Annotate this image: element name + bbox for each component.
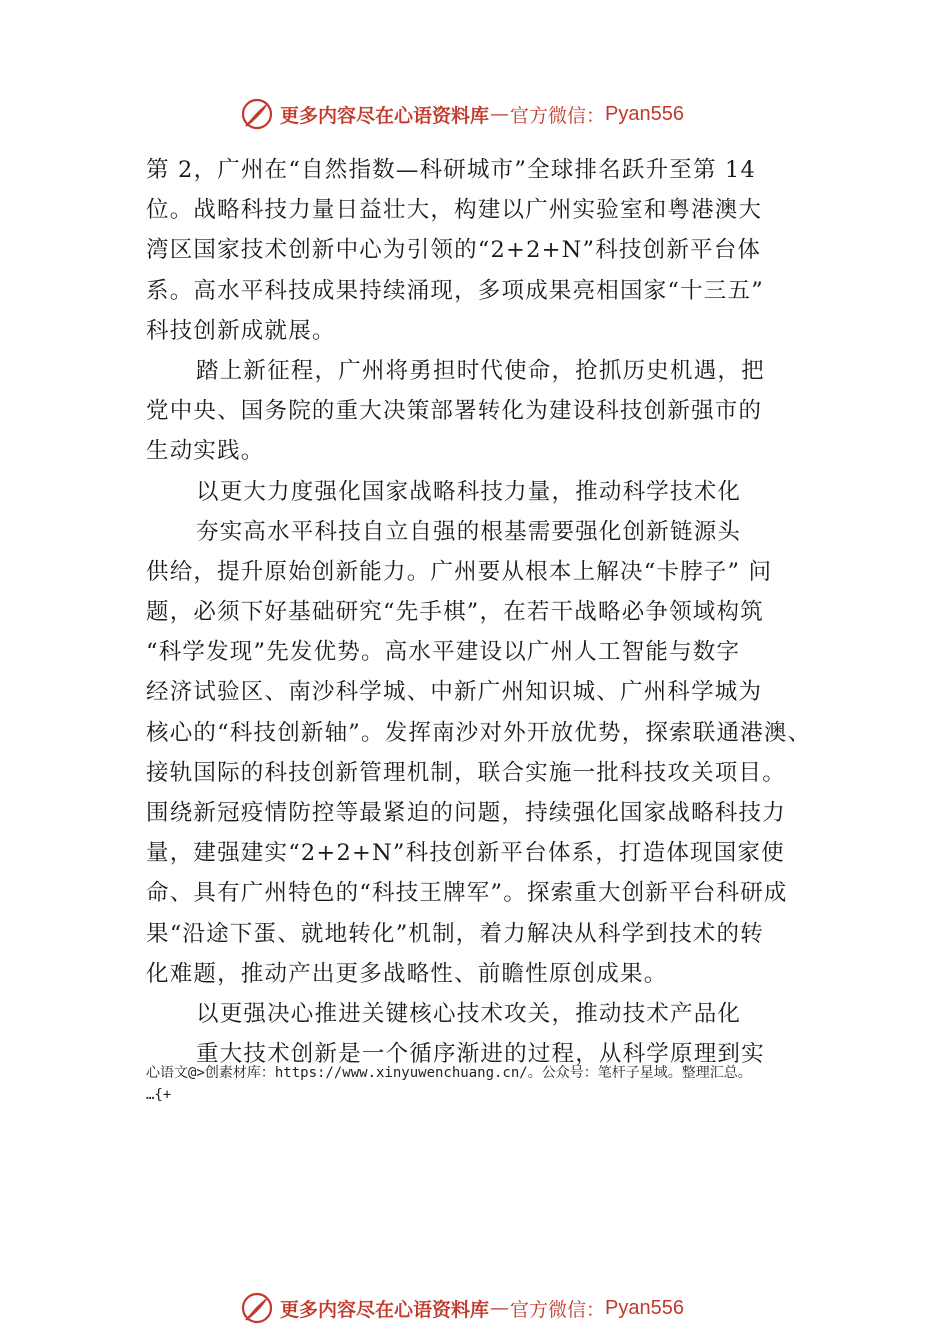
banner-dash: —	[490, 103, 510, 125]
text-line: 以更大力度强化国家战略科技力量，推动科学技术化	[196, 478, 742, 505]
text-line: 供给，提升原始创新能力。广州要从根本上解决“卡脖子” 问	[146, 558, 773, 585]
text-line: 核心的“科技创新轴”。发挥南沙对外开放优势，探索联通港澳、	[146, 719, 812, 746]
text-line: 经济试验区、南沙科学城、中新广州知识城、广州科学城为	[146, 679, 763, 706]
text-line: 接轨国际的科技创新管理机制，联合实施一批科技攻关项目。	[146, 759, 786, 786]
text-line: 生动实践。	[146, 438, 265, 465]
text-line: 化难题，推动产出更多战略性、前瞻性原创成果。	[146, 960, 668, 987]
banner-wechat-label: 官方微信：	[510, 104, 606, 127]
text-line: 围绕新冠疫情防控等最紧迫的问题，持续强化国家战略科技力	[146, 800, 786, 826]
header-banner	[240, 96, 684, 132]
text-line: 量，建强建实“2+2+N”科技创新平台体系，打造体现国家使	[146, 840, 785, 867]
source-note-line: 心语文@>创素材库：https://www.xinyuwenchuang.cn/。公众号：笔杆子星域。整理汇总。	[146, 1065, 752, 1081]
document-body	[146, 150, 836, 1074]
text-line: 命、具有广州特色的“科技王牌军”。探索重大创新平台科研成	[146, 880, 788, 907]
banner-title: 更多内容尽在心语资料库	[280, 1298, 490, 1321]
text-line: 位。战略科技力量日益壮大，构建以广州实验室和粤港澳大	[146, 197, 763, 224]
text-line: 以更强决心推进关键核心技术攻关，推动技术产品化	[196, 1000, 742, 1027]
footer-banner	[240, 1290, 684, 1326]
banner-wechat-id: Pyan556	[605, 102, 684, 125]
text-line: 系。高水平科技成果持续涌现，多项成果亮相国家“十三五”	[146, 277, 764, 304]
text-line: 第 2，广州在“自然指数—科研城市”全球排名跃升至第 14	[146, 157, 757, 183]
text-line: 夯实高水平科技自立自强的根基需要强化创新链源头	[196, 518, 742, 545]
text-line: 踏上新征程，广州将勇担时代使命，抢抓历史机遇，把	[196, 357, 765, 384]
source-note	[146, 1062, 846, 1106]
quill-logo-icon	[240, 97, 274, 131]
text-line: 党中央、国务院的重大决策部署转化为建设科技创新强市的	[146, 398, 763, 425]
source-note-line: …{+	[146, 1087, 172, 1103]
text-line: 果“沿途下蛋、就地转化”机制，着力解决从科学到技术的转	[146, 920, 764, 947]
text-line: 重大技术创新是一个循序渐进的过程，从科学原理到实	[196, 1041, 765, 1068]
text-line: 湾区国家技术创新中心为引领的“2+2+N”科技创新平台体	[146, 237, 762, 264]
text-line: 科技创新成就展。	[146, 317, 336, 344]
text-line: 题，必须下好基础研究“先手棋”，在若干战略必争领域构筑	[146, 599, 764, 626]
banner-dash: —	[490, 1297, 510, 1319]
banner-title: 更多内容尽在心语资料库	[280, 104, 490, 127]
banner-wechat-id: Pyan556	[605, 1296, 684, 1319]
banner-wechat-label: 官方微信：	[510, 1298, 606, 1321]
text-line: “科学发现”先发优势。高水平建设以广州人工智能与数字	[146, 639, 741, 666]
quill-logo-icon	[240, 1291, 274, 1325]
